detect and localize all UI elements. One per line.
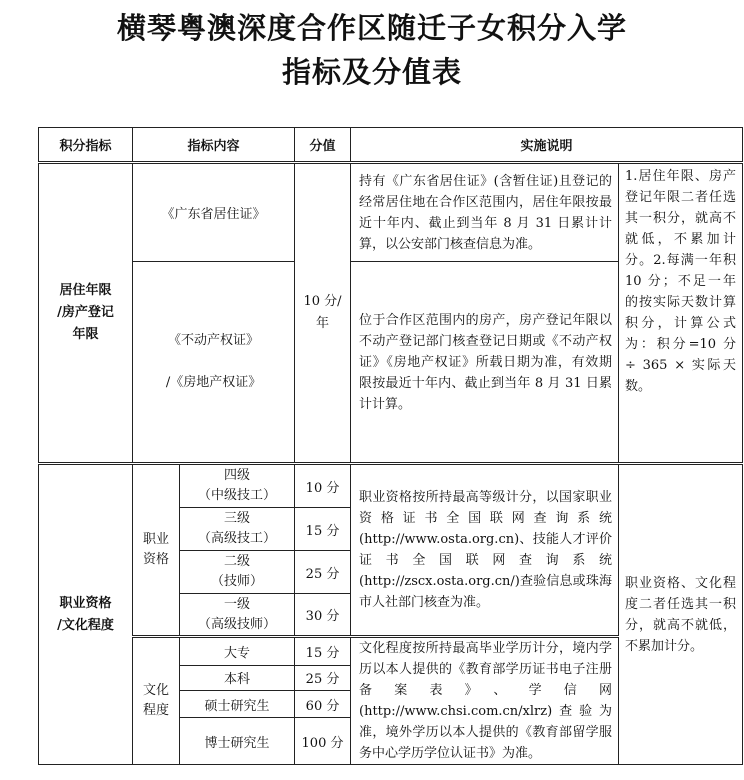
vocational-level-name (180, 508, 295, 551)
education-label-line1: 文化 (142, 683, 169, 698)
vocational-level-line1: 一级 (224, 596, 251, 612)
vocational-level-line1: 四级 (224, 468, 251, 483)
vocational-level-score: 30 分 (295, 594, 351, 637)
education-level-name: 大专 (180, 637, 295, 666)
qualification-indicator-line2: /文化程度 (57, 617, 114, 633)
vocational-level-score: 10 分 (295, 464, 351, 508)
qualification-indicator-cell (39, 464, 133, 765)
vocational-label-cell (133, 464, 180, 637)
education-level-name: 本科 (180, 665, 295, 690)
vocational-level-score: 25 分 (295, 551, 351, 594)
vocational-level-score: 15 分 (295, 508, 351, 551)
residence-content-property-line2: /《房地产权证》 (165, 375, 262, 390)
residence-score-line1: 10 分/ (303, 294, 342, 309)
table-header-row (39, 128, 743, 163)
document-title-line1: 横琴粤澳深度合作区随迁子女积分入学 (116, 11, 627, 45)
residence-content-permit: 《广东省居住证》 (133, 163, 295, 262)
residence-indicator-line1: 居住年限 (59, 283, 112, 298)
vocational-level-line1: 二级 (224, 554, 251, 569)
qualification-note: 职业资格、文化程度二者任选其一积分，就高不就低，不累加计分。 (619, 464, 743, 765)
education-level-score: 15 分 (295, 637, 351, 666)
residence-note: 1.居住年限、房产登记年限二者任选其一积分，就高不就低，不累加计分。2.每满一年积 10 分；不足一年的按实际天数计算积分，计算公式为：积分=10 分 ÷ 365 × 实际天数。 (619, 163, 743, 464)
vocational-level-line2: （高级技工） (198, 531, 277, 546)
residence-indicator-line3: 年限 (72, 327, 99, 342)
education-explanation: 文化程度按所持最高毕业学历计分，境内学历以本人提供的《教育部学历证书电子注册备案表》、学信网(http://www.chsi.com.cn/xlrz)查验为准，境外学历以本人提供的《教育部留学服务中心学历学位认证书》为准。 (351, 637, 619, 765)
vocational-label-line2: 资格 (142, 552, 169, 567)
education-level-name: 博士研究生 (180, 718, 295, 765)
residence-indicator-cell (39, 163, 133, 464)
residence-score-cell (295, 163, 351, 464)
score-table (38, 127, 743, 765)
education-level-score: 60 分 (295, 690, 351, 718)
residence-explanation-property: 位于合作区范围内的房产，房产登记年限以不动产登记部门核查登记日期或《不动产权证》《房地产权证》所载日期为准，有效期限按最近十年内、截止到当年 8 月 31 日累计计算。 (351, 262, 619, 464)
residence-indicator-line2: /房产登记 (57, 305, 114, 320)
residence-explanation-permit: 持有《广东省居住证》(含暂住证)且登记的经常居住地在合作区范围内，居住年限按最近十年内、截止到当年 8 月 31 日累计计算，以公安部门核查信息为准。 (351, 163, 619, 262)
vocational-level-line2: （技师） (211, 574, 264, 589)
residence-score-line2: 年 (316, 316, 330, 331)
header-content: 指标内容 (133, 128, 295, 163)
vocational-level-name (180, 594, 295, 637)
residence-content-property-line1: 《不动产权证》 (168, 333, 260, 348)
vocational-label-line1: 职业 (142, 532, 169, 547)
qualification-indicator-line1: 职业资格 (59, 595, 112, 611)
document-title-line2: 指标及分值表 (281, 55, 462, 89)
education-level-name: 硕士研究生 (180, 690, 295, 718)
vocational-level-line2: （中级技工） (198, 488, 277, 503)
education-level-score: 25 分 (295, 665, 351, 690)
education-level-score: 100 分 (295, 718, 351, 765)
header-score: 分值 (295, 128, 351, 163)
residence-content-property (133, 262, 295, 464)
vocational-explanation: 职业资格按所持最高等级计分，以国家职业资格证书全国联网查询系统(http://www.osta.org.cn)、技能人才评价证书全国联网查询系统(http://zscx.osta.org.cn/)查验信息或珠海市人社部门核查为准。 (351, 464, 619, 637)
vocational-level-line2: （高级技师） (198, 616, 277, 632)
header-explanation: 实施说明 (351, 128, 743, 163)
vocational-level-name (180, 464, 295, 508)
education-label-line2: 程度 (142, 703, 169, 718)
education-label-cell (133, 637, 180, 765)
vocational-level-name (180, 551, 295, 594)
vocational-level-line1: 三级 (224, 511, 251, 526)
header-indicator: 积分指标 (39, 128, 133, 163)
